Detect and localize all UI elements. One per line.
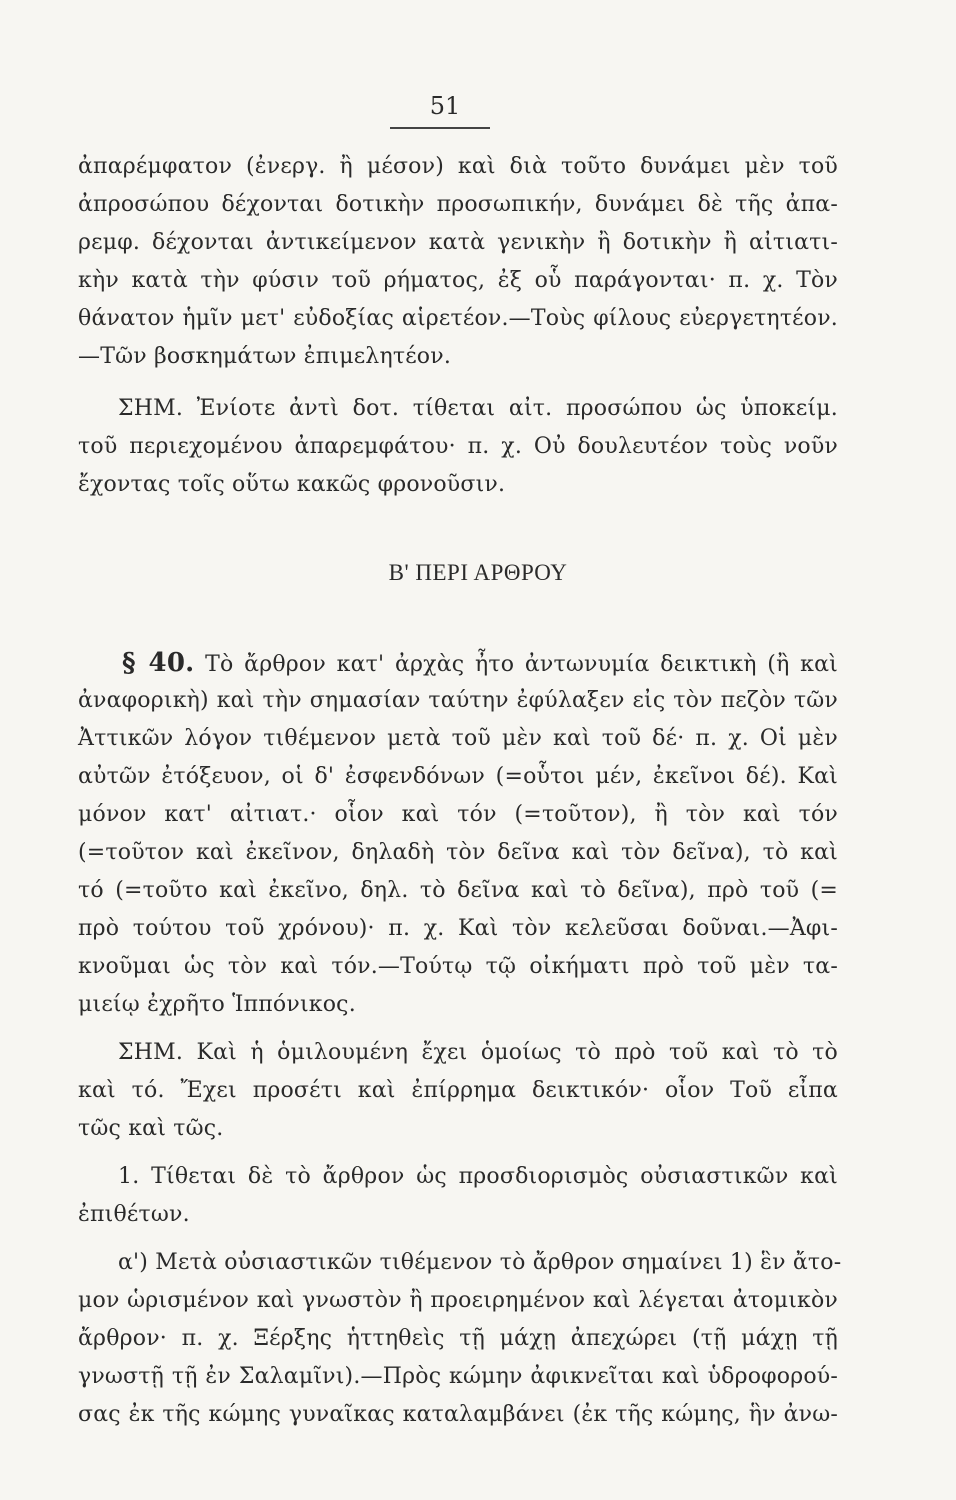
- item-line: ἐπιθέτων.: [78, 1202, 190, 1227]
- text-line: μιείῳ ἐχρῆτο Ἱππόνικος.: [78, 992, 356, 1017]
- section-mark: § 40.: [122, 648, 195, 678]
- text-line: Τὸ ἄρθρον κατ' ἀρχὰς ἦτο ἀντωνυμία δεικτικὴ (ἢ καὶ: [205, 652, 838, 677]
- item-line: σας ἐκ τῆς κώμης γυναῖκας καταλαμβάνει (ἐκ τῆς κώμης, ἣν ἀνω-: [78, 1402, 838, 1427]
- note-line: ΣΗΜ. Καὶ ἡ ὁμιλουμένη ἔχει ὁμοίως τὸ πρὸ τοῦ καὶ τὸ τὸ: [118, 1040, 838, 1065]
- note-line: καὶ τό. Ἔχει προσέτι καὶ ἐπίρρημα δεικτικόν· οἷον Τοῦ εἶπα: [78, 1078, 838, 1103]
- text-line: τό (=τοῦτο καὶ ἐκεῖνο, δηλ. τὸ δεῖνα καὶ τὸ δεῖνα), πρὸ τοῦ (=: [78, 878, 838, 903]
- text-line: ἀπαρέμφατον (ἐνεργ. ἢ μέσον) καὶ διὰ τοῦτο δυνάμει μὲν τοῦ: [78, 154, 838, 179]
- text-line: ρεμφ. δέχονται ἀντικείμενον κατὰ γενικὴν ἢ δοτικὴν ἢ αἰτιατι-: [78, 230, 838, 255]
- paragraph-first-line: [122, 648, 838, 680]
- item-line: μον ὡρισμένον καὶ γνωστὸν ἢ προειρημένον καὶ λέγεται ἀτομικὸν: [78, 1288, 838, 1313]
- text-line: (=τοῦτον καὶ ἐκεῖνον, δηλαδὴ τὸν δεῖνα καὶ τὸν δεῖνα), τὸ καὶ: [78, 840, 838, 865]
- item-line: ἄρθρον· π. χ. Ξέρξης ἡττηθεὶς τῇ μάχῃ ἀπεχώρει (τῇ μάχῃ τῇ: [78, 1326, 838, 1351]
- text-line: ἀπροσώπου δέχονται δοτικὴν προσωπικήν, δυνάμει δὲ τῆς ἀπα-: [78, 192, 838, 217]
- note-line: τῶς καὶ τῶς.: [78, 1116, 224, 1141]
- section-heading: Β' ΠΕΡΙ ΑΡΘΡΟΥ: [388, 560, 568, 585]
- page-number-rule: [390, 127, 490, 129]
- text-line: αὐτῶν ἐτόξευον, οἱ δ' ἐσφενδόνων (=οὗτοι μέν, ἐκεῖνοι δέ). Καὶ: [78, 764, 838, 789]
- text-line: ἀναφορικὴ) καὶ τὴν σημασίαν ταύτην ἐφύλαξεν εἰς τὸν πεζὸν τῶν: [78, 688, 838, 713]
- item-line: 1. Τίθεται δὲ τὸ ἄρθρον ὡς προσδιορισμὸς οὐσιαστικῶν καὶ: [118, 1164, 838, 1189]
- page-number: 51: [429, 92, 461, 120]
- text-line: —Τῶν βοσκημάτων ἐπιμελητέον.: [78, 344, 452, 369]
- text-line: θάνατον ἡμῖν μετ' εὐδοξίας αἱρετέον.—Τοὺς φίλους εὐεργετητέον.: [78, 306, 838, 331]
- note-line: τοῦ περιεχομένου ἀπαρεμφάτου· π. χ. Οὐ δουλευτέον τοὺς νοῦν: [78, 434, 838, 459]
- note-line: ΣΗΜ. Ἐνίοτε ἀντὶ δοτ. τίθεται αἰτ. προσώπου ὡς ὑποκείμ.: [118, 396, 838, 421]
- text-line: πρὸ τούτου τοῦ χρόνου)· π. χ. Καὶ τὸν κελεῦσαι δοῦναι.—Ἀφι-: [78, 916, 838, 941]
- item-line: γνωστῇ τῇ ἐν Σαλαμῖνι).—Πρὸς κώμην ἀφικνεῖται καὶ ὑδροφορού-: [78, 1364, 838, 1389]
- text-line: μόνον κατ' αἰτιατ.· οἷον καὶ τόν (=τοῦτον), ἢ τὸν καὶ τόν: [78, 802, 838, 827]
- note-line: ἔχοντας τοῖς οὕτω κακῶς φρονοῦσιν.: [78, 472, 506, 497]
- item-line: α') Μετὰ οὐσιαστικῶν τιθέμενον τὸ ἄρθρον σημαίνει 1) ἓν ἄτο-: [118, 1250, 842, 1275]
- text-line: κνοῦμαι ὡς τὸν καὶ τόν.—Τούτῳ τῷ οἰκήματι πρὸ τοῦ μὲν τα-: [78, 954, 838, 979]
- text-line: Ἀττικῶν λόγον τιθέμενον μετὰ τοῦ μὲν καὶ τοῦ δέ· π. χ. Οἱ μὲν: [78, 726, 838, 751]
- text-line: κὴν κατὰ τὴν φύσιν τοῦ ρήματος, ἐξ οὗ παράγονται· π. χ. Τὸν: [78, 268, 838, 293]
